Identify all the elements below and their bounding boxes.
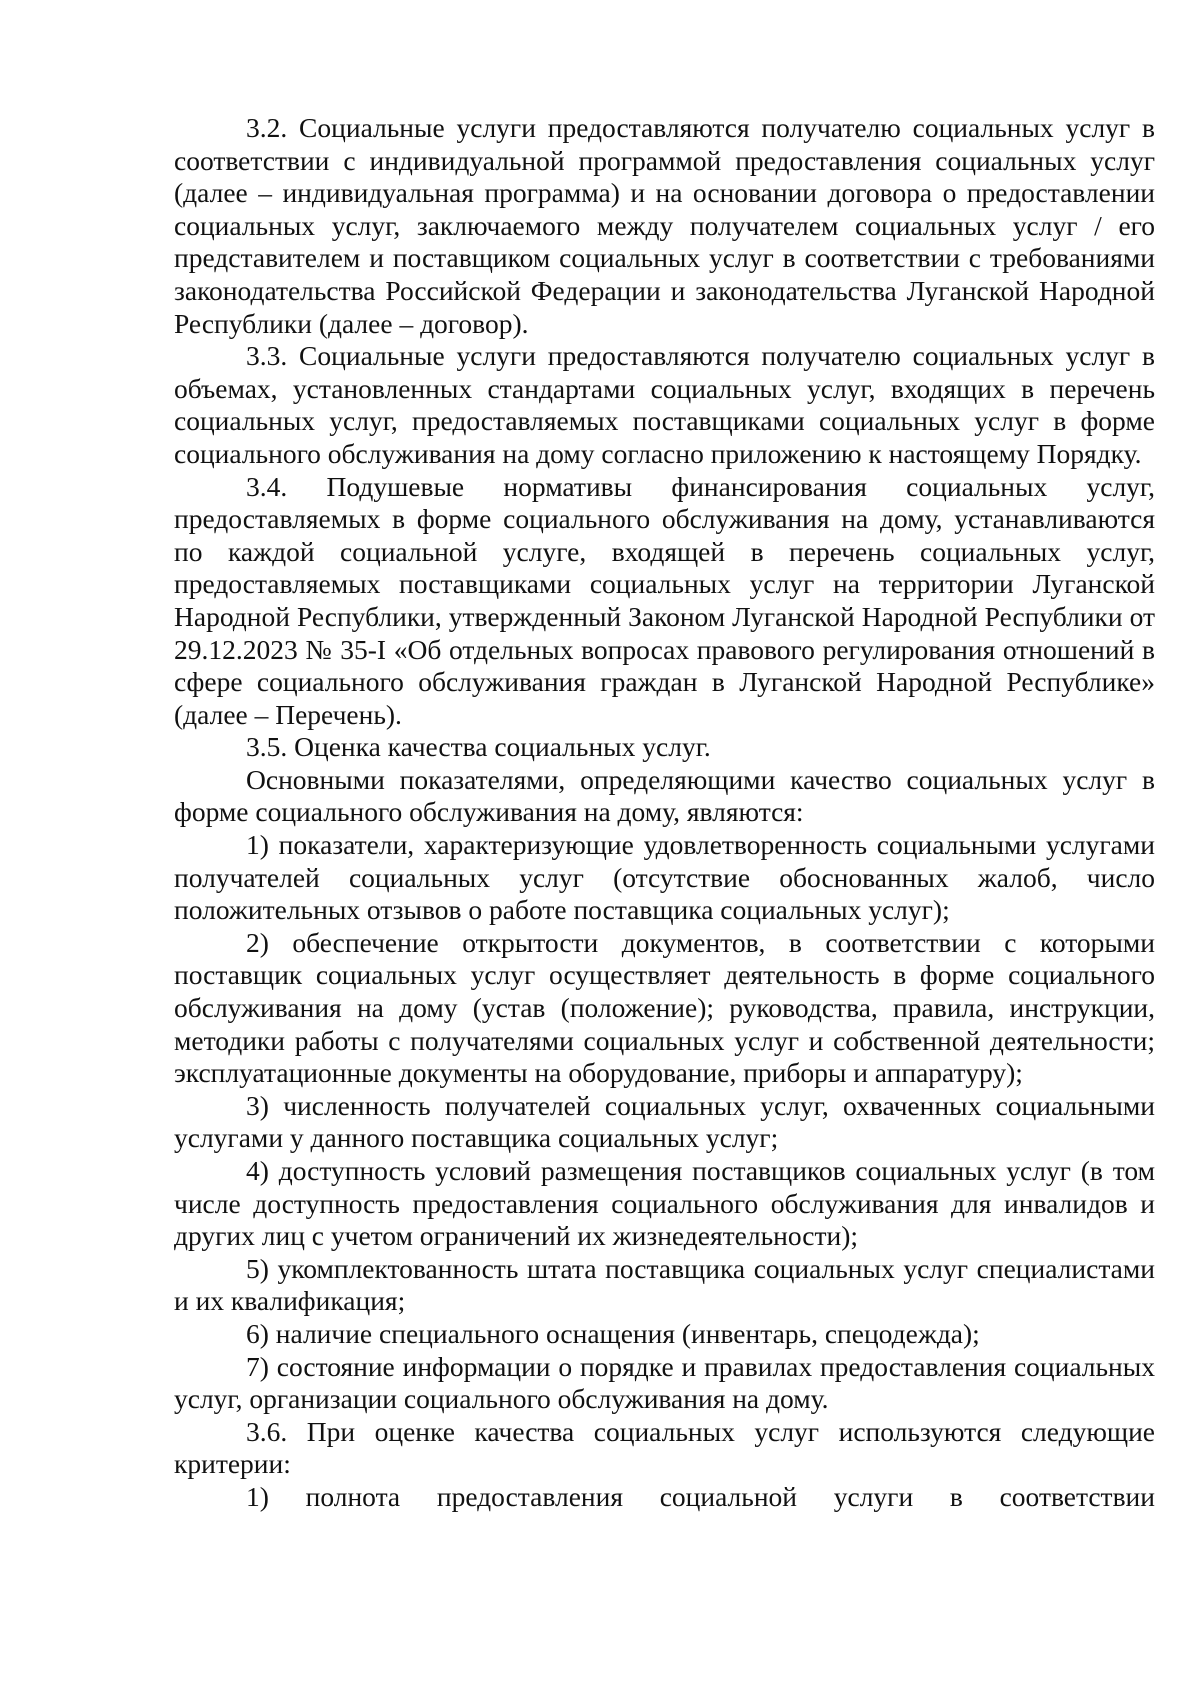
list-item-4: 4) доступность условий размещения поставщиков социальных услуг (в том числе доступность предоставления социального обслуживания для инвалидов и других лиц с учетом ограничений их жизнедеятельности);	[174, 1155, 1155, 1252]
paragraph-3-4: 3.4. Подушевые нормативы финансирования социальных услуг, предоставляемых в форме социального обслуживания на дому, устанавливаются по каждой социальной услуге, входящей в перечень социальных услуг, предоставляемых поставщиками социальных услуг на территории Луганской Народной Республики, утвержденный Законом Луганской Народной Республики от 29.12.2023 № 35-I «Об отдельных вопросах правового регулирования отношений в сфере социального обслуживания граждан в Луганской Народной Республике» (далее – Перечень).	[174, 470, 1155, 730]
list-item-7: 7) состояние информации о порядке и правилах предоставления социальных услуг, организации социального обслуживания на дому.	[174, 1350, 1155, 1415]
paragraph-3-3: 3.3. Социальные услуги предоставляются получателю социальных услуг в объемах, установленных стандартами социальных услуг, входящих в перечень социальных услуг, предоставляемых поставщиками социальных услуг в форме социального обслуживания на дому согласно приложению к настоящему Порядку.	[174, 340, 1155, 469]
paragraph-3-6: 3.6. При оценке качества социальных услуг используются следующие критерии:	[174, 1415, 1155, 1480]
list-item-1: 1) показатели, характеризующие удовлетворенность социальными услугами получателей социальных услуг (отсутствие обоснованных жалоб, число положительных отзывов о работе поставщика социальных услуг);	[174, 829, 1155, 926]
document-body	[174, 112, 1155, 1514]
list-item-2: 2) обеспечение открытости документов, в соответствии с которыми поставщик социальных услуг осуществляет деятельность в форме социального обслуживания на дому (устав (положение); руководства, правила, инструкции, методики работы с получателями социальных услуг и собственной деятельности; эксплуатационные документы на оборудование, приборы и аппаратуру);	[174, 926, 1155, 1089]
paragraph-indicators-intro: Основными показателями, определяющими качество социальных услуг в форме социального обслуживания на дому, являются:	[174, 763, 1155, 828]
paragraph-3-2: 3.2. Социальные услуги предоставляются получателю социальных услуг в соответствии с индивидуальной программой предоставления социальных услуг (далее – индивидуальная программа) и на основании договора о предоставлении социальных услуг, заключаемого между получателем социальных услуг / его представителем и поставщиком социальных услуг в соответствии с требованиями законодательства Российской Федерации и законодательства Луганской Народной Республики (далее – договор).	[174, 112, 1155, 339]
list-item-3: 3) численность получателей социальных услуг, охваченных социальными услугами у данного поставщика социальных услуг;	[174, 1089, 1155, 1154]
list-item-5: 5) укомплектованность штата поставщика социальных услуг специалистами и их квалификация;	[174, 1252, 1155, 1317]
paragraph-3-5: 3.5. Оценка качества социальных услуг.	[246, 731, 711, 763]
criteria-item-1: 1) полнота предоставления социальной услуги в соответствии	[246, 1480, 1155, 1512]
list-item-6: 6) наличие специального оснащения (инвентарь, спецодежда);	[246, 1317, 980, 1349]
